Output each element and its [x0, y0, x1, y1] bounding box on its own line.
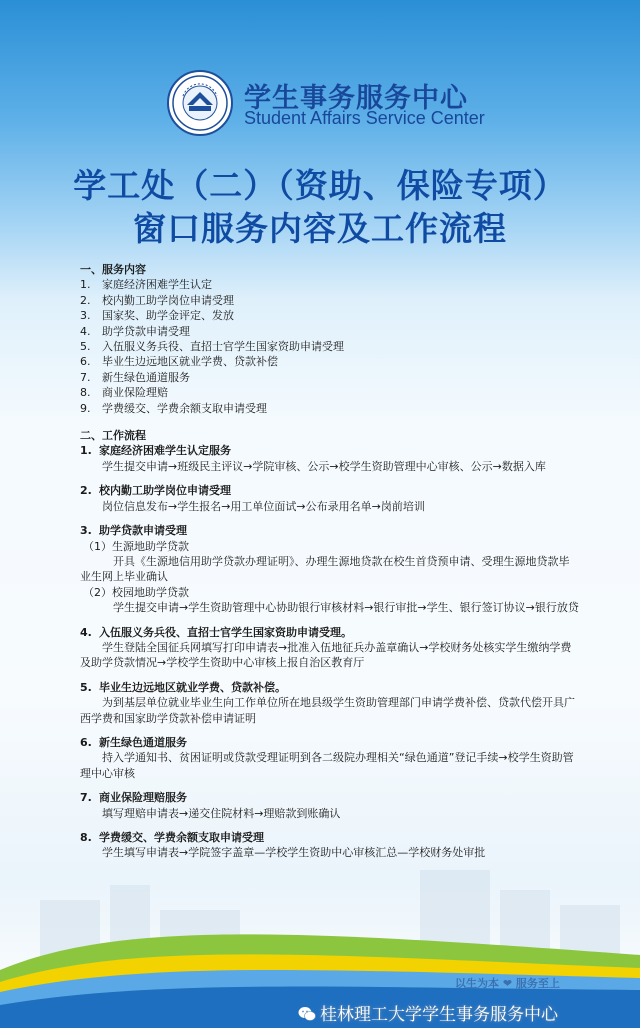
- workflow-item: 7. 商业保险理赔服务 填写理赔申请表→递交住院材料→理赔款到账确认: [80, 791, 341, 820]
- list-item: 8. 商业保险理赔: [80, 386, 168, 400]
- services-heading: 一、服务内容: [80, 263, 146, 276]
- workflow-item: 6. 新生绿色通道服务 持入学通知书、贫困证明或贷款受理证明到各二级院办理相关“绿色通道”登记手续→校学生资助管理中心审核: [80, 735, 574, 780]
- university-logo-icon: [167, 70, 233, 136]
- list-item: 3. 国家奖、助学金评定、发放: [80, 309, 234, 323]
- list-item: 2. 校内勤工助学岗位申请受理: [80, 293, 234, 307]
- list-item: 7. 新生绿色通道服务: [80, 370, 190, 384]
- slogan: 以生为本 ❤ 服务至上: [455, 977, 560, 990]
- wechat-icon: [298, 1006, 316, 1022]
- workflow-heading: 二、工作流程: [80, 429, 146, 443]
- workflow-item: 1. 家庭经济困难学生认定服务 学生提交申请→班级民主评议→学院审核、公示→校学生资助管理中心审核、公示→数据入库: [80, 444, 546, 473]
- workflow-item: 4. 入伍服义务兵役、直招士官学生国家资助申请受理。 学生登陆全国征兵网填写打印申请表→批准入伍地征兵办盖章确认→学校财务处核实学生缴纳学费及助学贷款情况→学校学生资助中心审核上报自治区教育厅: [80, 625, 572, 670]
- workflow-item: 3. 助学贷款申请受理 （1）生源地助学贷款 开具《生源地信用助学贷款办理证明》、办理生源地贷款在校生首贷预申请、受理生源地贷款毕业生网上毕业确认 （2）校园地助学贷款 学生提交申请→学生资助管理中心协助银行审核材料→银行审批→学生、银行签订协议→银行放贷: [80, 524, 579, 615]
- list-item: 1. 家庭经济困难学生认定: [80, 278, 212, 292]
- list-item: 6. 毕业生边远地区就业学费、贷款补偿: [80, 355, 278, 369]
- workflow-item: 2. 校内勤工助学岗位申请受理 岗位信息发布→学生报名→用工单位面试→公布录用名单→岗前培训: [80, 484, 425, 513]
- page-title-line2: 窗口服务内容及工作流程: [133, 209, 507, 248]
- list-item: 5. 入伍服义务兵役、直招士官学生国家资助申请受理: [80, 340, 344, 354]
- services-list: [80, 277, 580, 416]
- content-body: [80, 262, 580, 870]
- center-name-cn: 学生事务服务中心: [244, 83, 468, 114]
- workflow-item: 8. 学费缓交、学费余额支取申请受理 学生填写申请表→学院签字盖章—学校学生资助中心审核汇总—学校财务处审批: [80, 831, 486, 860]
- list-item: 4. 助学贷款申请受理: [80, 324, 190, 338]
- header: [0, 0, 640, 150]
- page-title-line1: 学工处（二）（资助、保险专项）: [73, 166, 567, 205]
- list-item: 9. 学费缓交、学费余额支取申请受理: [80, 401, 267, 415]
- wechat-watermark: 桂林理工大学学生事务服务中心: [298, 1000, 558, 1025]
- workflow-item: 5. 毕业生边远地区就业学费、贷款补偿。 为到基层单位就业毕业生向工作单位所在地县级学生资助管理部门申请学费补偿、贷款代偿开具广西学费和国家助学贷款补偿申请证明: [80, 680, 575, 725]
- center-name-en: Student Affairs Service Center: [244, 108, 485, 128]
